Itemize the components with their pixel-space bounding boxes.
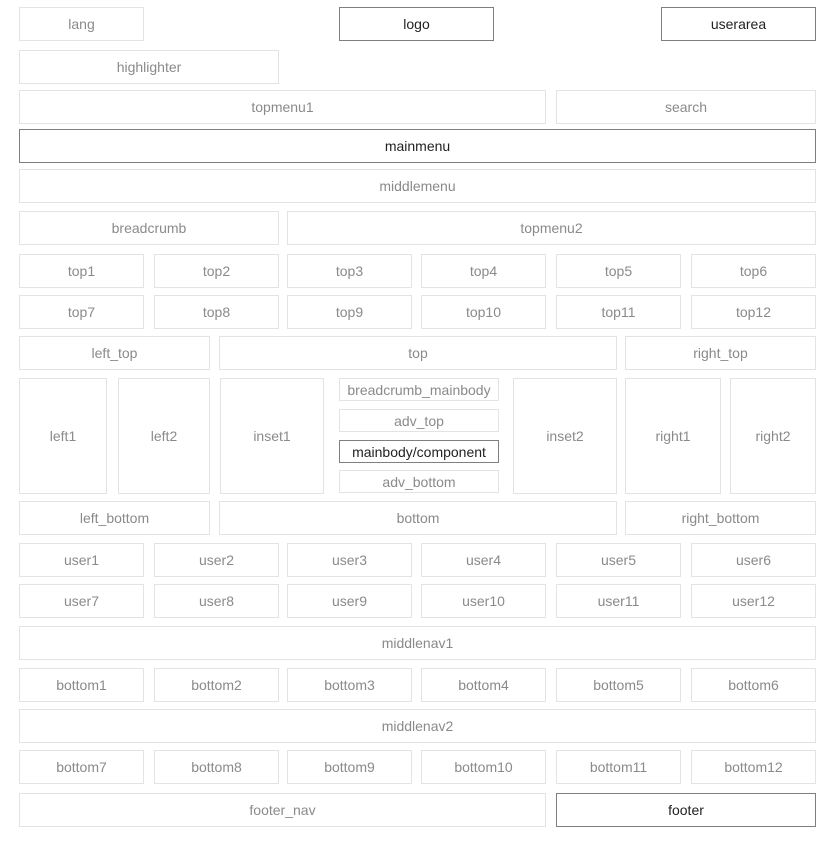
- mainbody-component-position: mainbody/component: [339, 440, 499, 463]
- top-position: top9: [287, 295, 412, 329]
- logo-position: logo: [339, 7, 494, 41]
- search-position: search: [556, 90, 816, 124]
- user-position: user5: [556, 543, 681, 577]
- user-position: user6: [691, 543, 816, 577]
- inset2-position: inset2: [513, 378, 617, 494]
- bottom-position: bottom12: [691, 750, 816, 784]
- user-position: user8: [154, 584, 279, 618]
- top-position: top10: [421, 295, 546, 329]
- user-position: user7: [19, 584, 144, 618]
- bottom-position: bottom1: [19, 668, 144, 702]
- topmenu1-position: topmenu1: [19, 90, 546, 124]
- bottom-position: bottom2: [154, 668, 279, 702]
- top-position: top12: [691, 295, 816, 329]
- top-position: top1: [19, 254, 144, 288]
- middlemenu-position: middlemenu: [19, 169, 816, 203]
- top-position: top6: [691, 254, 816, 288]
- bottom-position: bottom10: [421, 750, 546, 784]
- left1-position: left1: [19, 378, 107, 494]
- bottom-position: bottom4: [421, 668, 546, 702]
- bottom-position: bottom7: [19, 750, 144, 784]
- user-position: user1: [19, 543, 144, 577]
- bottom-center-position: bottom: [219, 501, 617, 535]
- user-position: user4: [421, 543, 546, 577]
- middlenav1-position: middlenav1: [19, 626, 816, 660]
- top-center-position: top: [219, 336, 617, 370]
- bottom-position: bottom5: [556, 668, 681, 702]
- user-position: user10: [421, 584, 546, 618]
- left-bottom-position: left_bottom: [19, 501, 210, 535]
- left2-position: left2: [118, 378, 210, 494]
- footer-nav-position: footer_nav: [19, 793, 546, 827]
- right-bottom-position: right_bottom: [625, 501, 816, 535]
- bottom-position: bottom3: [287, 668, 412, 702]
- user-position: user11: [556, 584, 681, 618]
- top-position: top7: [19, 295, 144, 329]
- footer-position: footer: [556, 793, 816, 827]
- bottom-position: bottom6: [691, 668, 816, 702]
- right1-position: right1: [625, 378, 721, 494]
- adv-bottom-position: adv_bottom: [339, 470, 499, 493]
- inset1-position: inset1: [220, 378, 324, 494]
- highlighter-position: highlighter: [19, 50, 279, 84]
- top-position: top4: [421, 254, 546, 288]
- top-position: top3: [287, 254, 412, 288]
- right2-position: right2: [730, 378, 816, 494]
- bottom-position: bottom8: [154, 750, 279, 784]
- left-top-position: left_top: [19, 336, 210, 370]
- user-position: user9: [287, 584, 412, 618]
- breadcrumb-position: breadcrumb: [19, 211, 279, 245]
- top-position: top11: [556, 295, 681, 329]
- mainmenu-position: mainmenu: [19, 129, 816, 163]
- middlenav2-position: middlenav2: [19, 709, 816, 743]
- user-position: user2: [154, 543, 279, 577]
- top-position: top8: [154, 295, 279, 329]
- bottom-position: bottom11: [556, 750, 681, 784]
- lang-position: lang: [19, 7, 144, 41]
- breadcrumb-mainbody-position: breadcrumb_mainbody: [339, 378, 499, 401]
- user-position: user12: [691, 584, 816, 618]
- user-position: user3: [287, 543, 412, 577]
- top-position: top5: [556, 254, 681, 288]
- adv-top-position: adv_top: [339, 409, 499, 432]
- right-top-position: right_top: [625, 336, 816, 370]
- topmenu2-position: topmenu2: [287, 211, 816, 245]
- userarea-position: userarea: [661, 7, 816, 41]
- top-position: top2: [154, 254, 279, 288]
- bottom-position: bottom9: [287, 750, 412, 784]
